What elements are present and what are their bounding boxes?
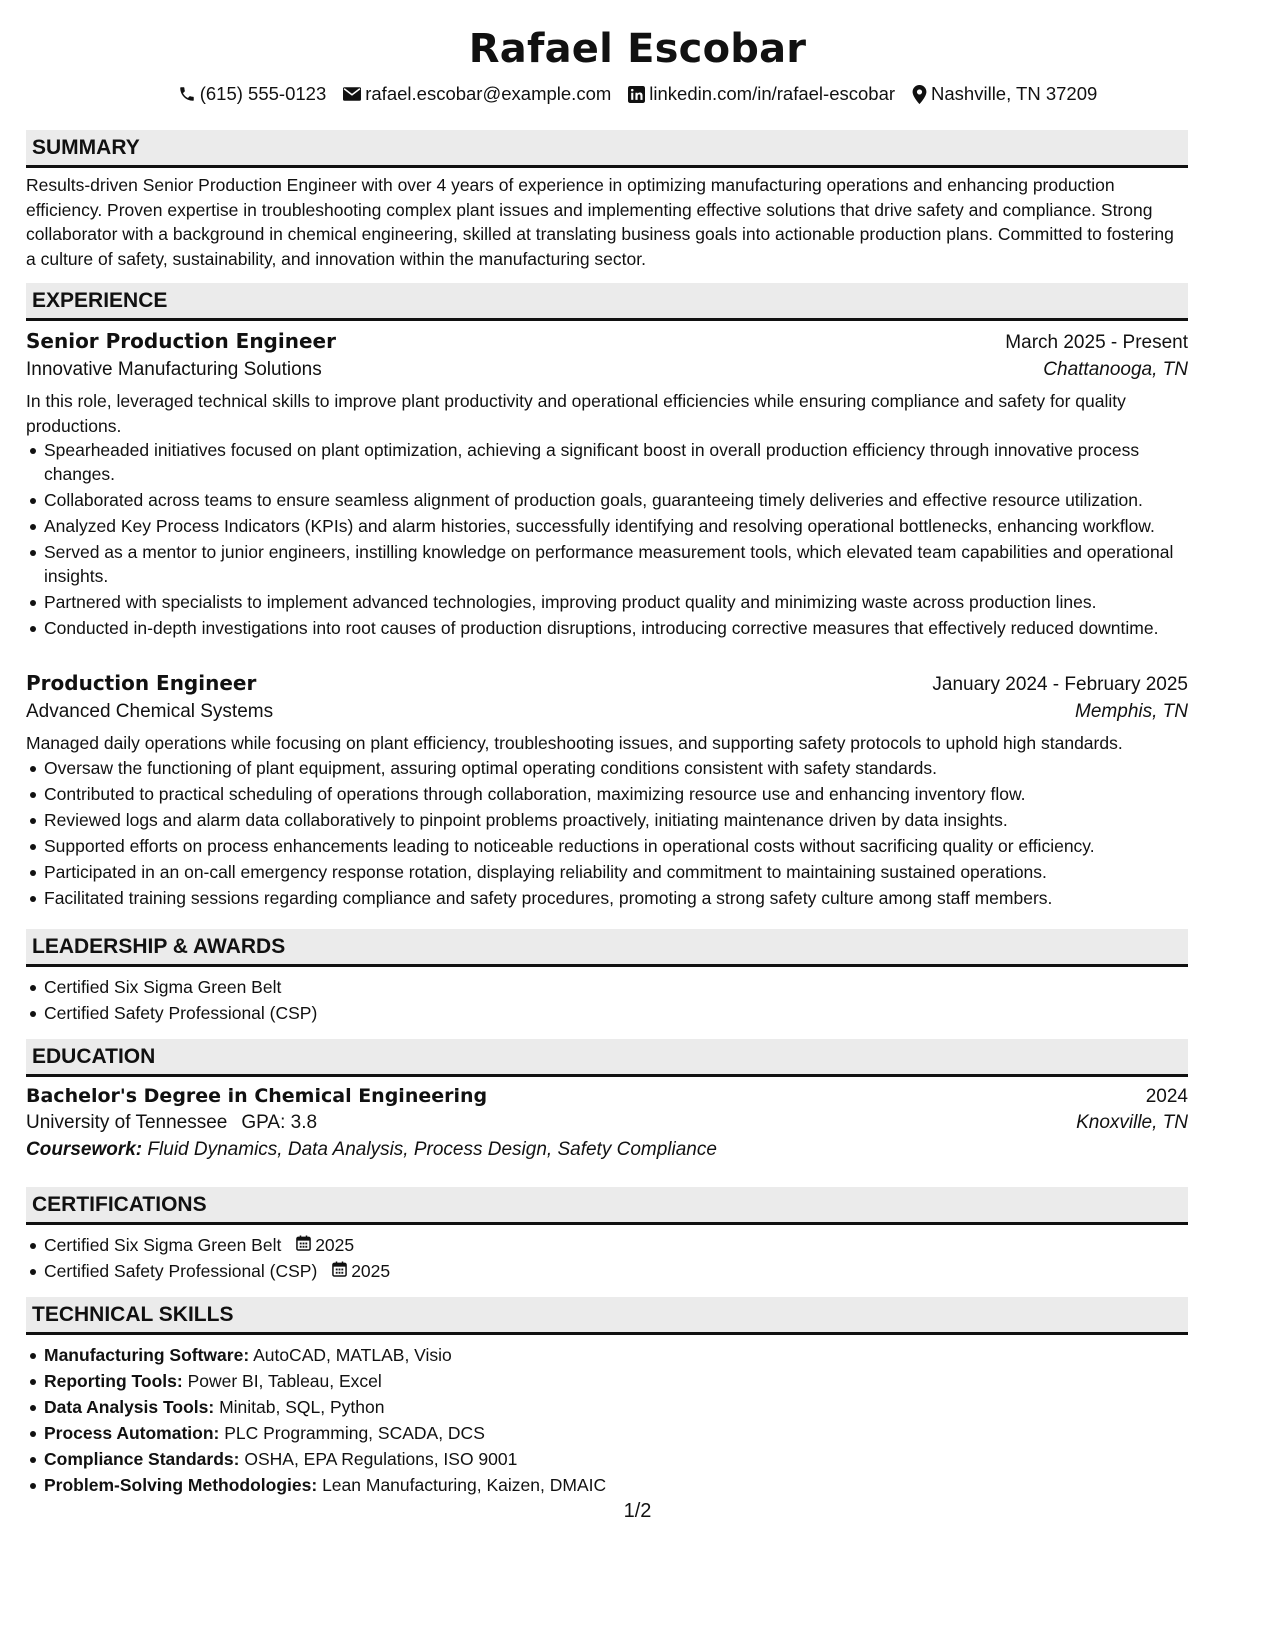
- job-bullets: [26, 438, 1188, 640]
- skill-label: Data Analysis Tools:: [44, 1397, 215, 1417]
- list-item: Spearheaded initiatives focused on plant optimization, achieving a significant boost in overall production efficiency through innovative process changes.: [44, 438, 1188, 486]
- degree: Bachelor's Degree in Chemical Engineering: [26, 1085, 488, 1107]
- skill-value: PLC Programming, SCADA, DCS: [224, 1423, 485, 1443]
- job-bullets: [26, 756, 1188, 910]
- list-item: Reviewed logs and alarm data collaboratively to pinpoint problems proactively, initiating maintenance driven by data insights.: [44, 808, 1188, 832]
- job-entry-1: [26, 329, 1188, 640]
- phone-icon: [178, 85, 196, 103]
- list-item: Supported efforts on process enhancements leading to noticeable reductions in operational costs without sacrificing quality or efficiency.: [44, 834, 1188, 858]
- resume-page: [26, 0, 1249, 1495]
- job-title-row: [26, 671, 1188, 696]
- calendar-icon: [332, 1259, 347, 1283]
- skill-label: Process Automation:: [44, 1423, 220, 1443]
- list-item: Participated in an on-call emergency response rotation, displaying reliability and commitment to maintaining sustained operations.: [44, 860, 1188, 884]
- job-company-row: [26, 701, 1188, 723]
- list-item: Oversaw the functioning of plant equipment, assuring optimal operating conditions consistent with safety standards.: [44, 756, 1188, 780]
- job-dates: March 2025 - Present: [1005, 332, 1188, 353]
- linkedin-icon: [628, 86, 645, 103]
- skill-value: Lean Manufacturing, Kaizen, DMAIC: [322, 1475, 607, 1495]
- job-description: Managed daily operations while focusing on plant efficiency, troubleshooting issues, and supporting safety protocols to uphold high standards.: [26, 733, 1123, 753]
- list-item: [44, 1473, 1188, 1497]
- certifications-section: [26, 1187, 1188, 1285]
- list-item: [44, 1343, 1188, 1367]
- contact-email[interactable]: [343, 83, 611, 105]
- contact-linkedin[interactable]: [628, 83, 895, 105]
- list-item: Partnered with specialists to implement advanced technologies, improving product quality and minimizing waste across production lines.: [44, 590, 1188, 614]
- education-heading: EDUCATION: [26, 1039, 1188, 1077]
- skills-heading: TECHNICAL SKILLS: [26, 1297, 1188, 1335]
- list-item: Collaborated across teams to ensure seamless alignment of production goals, guaranteeing timely deliveries and effective resource utilization.: [44, 488, 1188, 512]
- skills-list: [26, 1343, 1188, 1497]
- coursework-row: [26, 1139, 1188, 1161]
- list-item: [44, 1395, 1188, 1419]
- gpa: GPA: 3.8: [241, 1112, 318, 1133]
- cert-date: [332, 1259, 390, 1283]
- coursework-label: Coursework:: [26, 1139, 143, 1160]
- skills-section: [26, 1297, 1188, 1499]
- experience-heading: EXPERIENCE: [26, 283, 1188, 321]
- summary-heading: SUMMARY: [26, 130, 1188, 168]
- job-company-row: [26, 359, 1188, 381]
- list-item: Served as a mentor to junior engineers, instilling knowledge on performance measurement tools, which elevated team capabilities and operational insights.: [44, 540, 1188, 588]
- skill-value: Minitab, SQL, Python: [219, 1397, 385, 1417]
- cert-year: 2025: [315, 1235, 355, 1255]
- skill-label: Compliance Standards:: [44, 1449, 240, 1469]
- leadership-section: [26, 929, 1188, 1027]
- list-item: Conducted in-depth investigations into root causes of production disruptions, introducing corrective measures that effectively reduced downtime.: [44, 616, 1188, 640]
- candidate-name: Rafael Escobar: [468, 26, 807, 72]
- degree-year: 2024: [1145, 1086, 1188, 1107]
- education-section: [26, 1039, 1188, 1161]
- school-info: [26, 1112, 317, 1134]
- list-item: Contributed to practical scheduling of operations through collaboration, maximizing resource use and enhancing inventory flow.: [44, 782, 1188, 806]
- summary-text: Results-driven Senior Production Engineer with over 4 years of experience in optimizing manufacturing operations and enhancing production efficiency. Proven expertise in troubleshooting complex plant issues and implementing effective solutions that drive safety and compliance. Strong collaborator with a background in chemical engineering, skilled at translating business goals into actionable production plans. Committed to fostering a culture of safety, sustainability, and innovation within the manufacturing sector.: [26, 175, 1174, 269]
- list-item: Analyzed Key Process Indicators (KPIs) and alarm histories, successfully identifying and resolving operational bottlenecks, enhancing workflow.: [44, 514, 1188, 538]
- school-name: University of Tennessee: [26, 1112, 228, 1133]
- job-entry-2: [26, 671, 1188, 912]
- list-item: Certified Six Sigma Green Belt: [44, 975, 1188, 999]
- list-item: [44, 1259, 1188, 1283]
- cert-name: Certified Safety Professional (CSP): [44, 1261, 318, 1281]
- job-location: Memphis, TN: [1075, 701, 1188, 722]
- leadership-heading: LEADERSHIP & AWARDS: [26, 929, 1188, 967]
- list-item: Certified Safety Professional (CSP): [44, 1001, 1188, 1025]
- job-title-row: [26, 329, 1188, 354]
- job-location: Chattanooga, TN: [1043, 359, 1188, 380]
- job-dates: January 2024 - February 2025: [932, 674, 1188, 695]
- certifications-heading: CERTIFICATIONS: [26, 1187, 1188, 1225]
- email-text: rafael.escobar@example.com: [365, 83, 612, 104]
- list-item: Facilitated training sessions regarding compliance and safety procedures, promoting a strong safety culture among staff members.: [44, 886, 1188, 910]
- experience-section: [26, 283, 1188, 908]
- job-title: Production Engineer: [26, 671, 257, 695]
- job-description: In this role, leveraged technical skills to improve plant productivity and operational efficiencies while ensuring compliance and safety for quality productions.: [26, 391, 1126, 436]
- list-item: [44, 1369, 1188, 1393]
- contact-phone[interactable]: [178, 83, 327, 105]
- certifications-list: [26, 1233, 1188, 1283]
- skill-label: Problem-Solving Methodologies:: [44, 1475, 318, 1495]
- envelope-icon: [343, 87, 361, 101]
- school-row: [26, 1112, 1188, 1134]
- phone-text: (615) 555-0123: [199, 83, 327, 104]
- contact-bar: [26, 80, 1249, 108]
- summary-section: [26, 130, 1188, 271]
- school-location: Knoxville, TN: [1076, 1112, 1188, 1133]
- list-item: [44, 1233, 1188, 1257]
- skill-value: Power BI, Tableau, Excel: [187, 1371, 382, 1391]
- linkedin-text: linkedin.com/in/rafael-escobar: [649, 83, 896, 104]
- page-number: 1/2: [623, 1500, 652, 1522]
- skill-value: OSHA, EPA Regulations, ISO 9001: [244, 1449, 518, 1469]
- list-item: [44, 1447, 1188, 1471]
- list-item: [44, 1421, 1188, 1445]
- job-title: Senior Production Engineer: [26, 329, 336, 353]
- calendar-icon: [296, 1233, 311, 1257]
- map-pin-icon: [912, 85, 927, 104]
- leadership-list: [26, 975, 1188, 1025]
- cert-name: Certified Six Sigma Green Belt: [44, 1235, 282, 1255]
- location-text: Nashville, TN 37209: [931, 83, 1098, 104]
- coursework-list: Fluid Dynamics, Data Analysis, Process Design, Safety Compliance: [147, 1139, 717, 1160]
- degree-row: [26, 1085, 1188, 1108]
- contact-location: [912, 83, 1097, 105]
- skill-label: Manufacturing Software:: [44, 1345, 250, 1365]
- skill-label: Reporting Tools:: [44, 1371, 183, 1391]
- skill-value: AutoCAD, MATLAB, Visio: [253, 1345, 452, 1365]
- job-company: Innovative Manufacturing Solutions: [26, 359, 322, 380]
- job-company: Advanced Chemical Systems: [26, 701, 274, 722]
- cert-year: 2025: [351, 1261, 391, 1281]
- cert-date: [296, 1233, 354, 1257]
